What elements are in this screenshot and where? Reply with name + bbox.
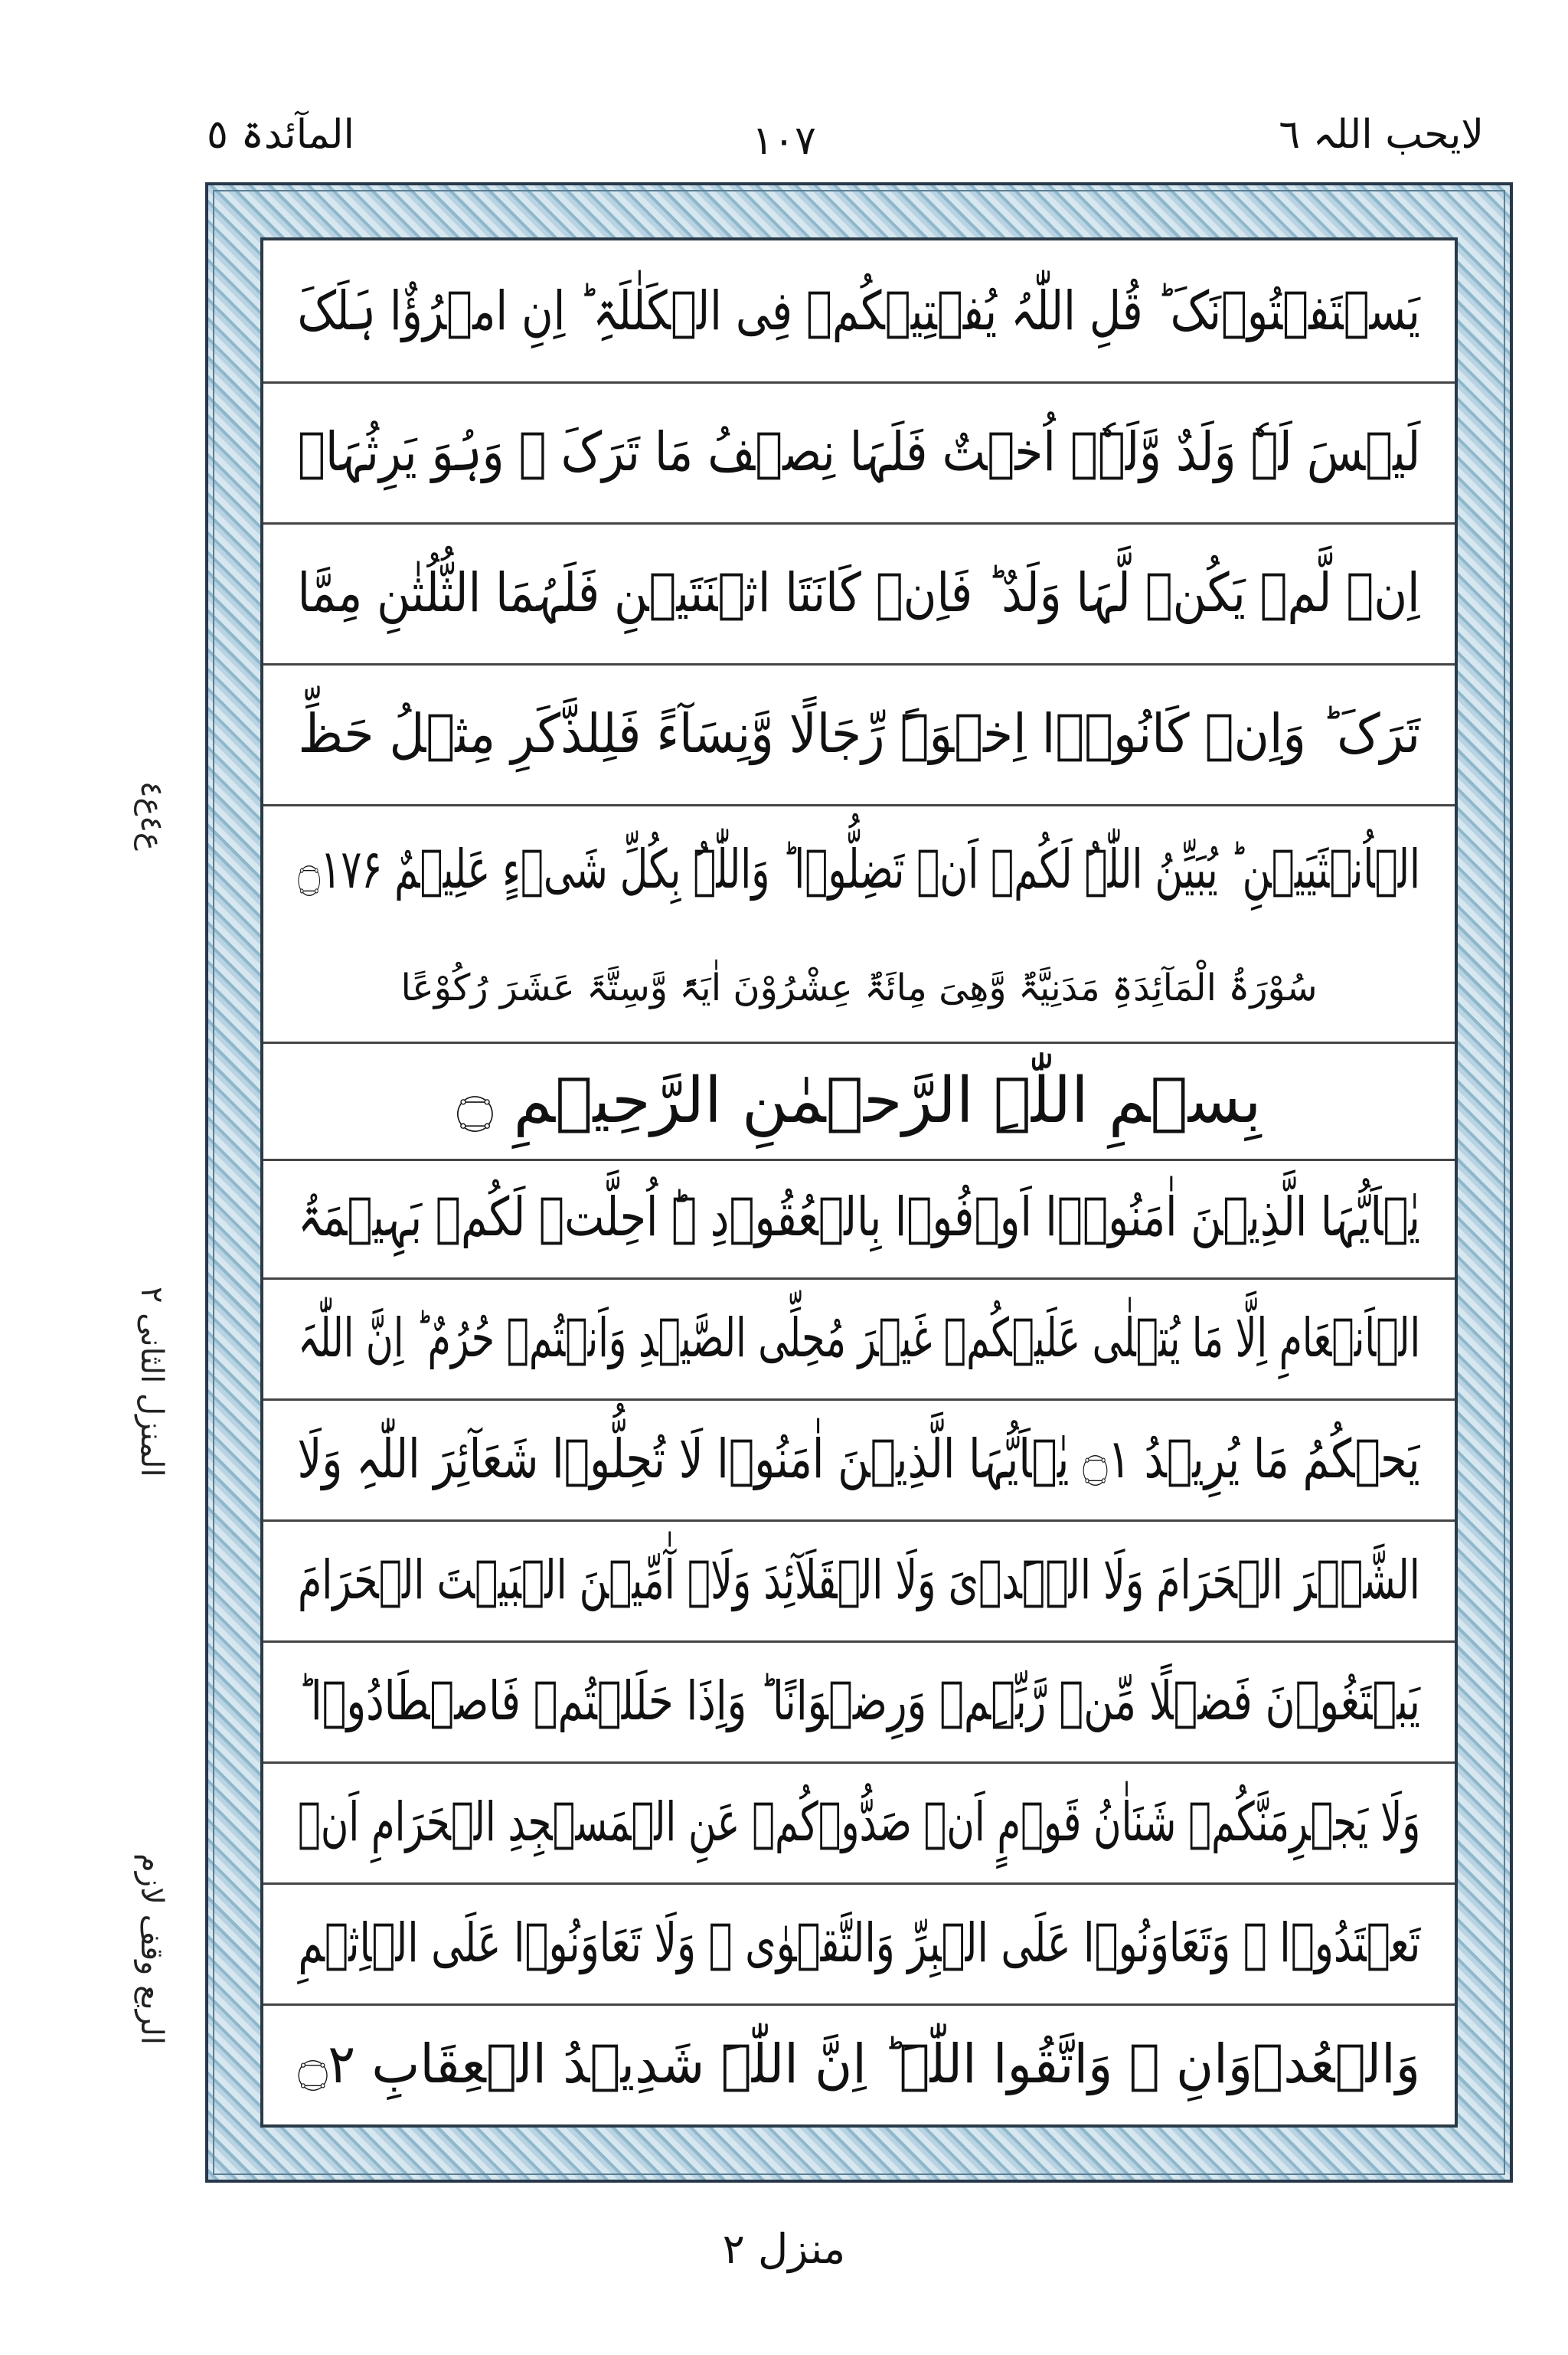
- verse-line: وَالۡعُدۡوَانِ ۪ وَاتَّقُوا اللّٰہَ ؕ اِنَّ اللّٰہَ شَدِیۡدُ الۡعِقَابِ ۝۲: [298, 2033, 1420, 2095]
- verse-line: وَلَا یَجۡرِمَنَّکُمۡ شَنَاٰنُ قَوۡمٍ اَنۡ صَدُّوۡکُمۡ عَنِ الۡمَسۡجِدِ الۡحَرَامِ اَنۡ: [263, 1761, 1455, 1885]
- surah-name: المآئدۃ ٥: [207, 112, 354, 158]
- juz-title: لایحب اللہ ٦: [1279, 112, 1484, 158]
- verse-line: اِنۡ لَّمۡ یَکُنۡ لَّہَا وَلَدٌ ؕ فَاِنۡ کَانَتَا اثۡنَتَیۡنِ فَلَہُمَا الثُّلُثٰنِ مِمَّا: [263, 522, 1455, 666]
- verse-line: یٰۤاَیُّہَا الَّذِیۡنَ اٰمَنُوۡۤا اَوۡفُوۡا بِالۡعُقُوۡدِ ۬ؕ اُحِلَّتۡ لَکُمۡ بَہِیۡمَۃُ: [263, 1156, 1455, 1280]
- verse-line: لَیۡسَ لَہٗ وَلَدٌ وَّلَہٗۤ اُخۡتٌ فَلَہَا نِصۡفُ مَا تَرَکَ ۚ وَہُوَ یَرِثُہَاۤ: [263, 381, 1455, 525]
- verse-line: یَسۡتَفۡتُوۡنَکَ ؕ قُلِ اللّٰہُ یُفۡتِیۡکُمۡ فِی الۡکَلٰلَۃِ ؕ اِنِ امۡرُؤٌا ہَلَکَ: [263, 240, 1455, 384]
- verse-line: یَحۡکُمُ مَا یُرِیۡدُ ۝۱ یٰۤاَیُّہَا الَّذِیۡنَ اٰمَنُوۡا لَا تُحِلُّوۡا شَعَآئِرَ اللّٰہِ وَلَا: [263, 1398, 1455, 1522]
- basmala: بِسۡمِ اللّٰہِ الرَّحۡمٰنِ الرَّحِیۡمِ ۝: [263, 1042, 1455, 1161]
- surah-title: سُوْرَۃُ الْمَآئِدَۃِ مَدَنِیَّۃٌ وَّھِیَ مِائَۃٌ عِشْرُوْنَ اٰیَۃً وَّسِتَّۃَ عَشَرَ رُکُوْعًا: [400, 967, 1318, 1009]
- text-panel: [260, 237, 1458, 2128]
- page-number: ١٠٧: [752, 118, 816, 164]
- verse-line: الۡاُنۡثَیَیۡنِ ؕ یُبَیِّنُ اللّٰہُ لَکُمۡ اَنۡ تَضِلُّوۡا ؕ وَاللّٰہُ بِکُلِّ شَیۡءٍ عَلِیۡمٌ ۝۱۷۶: [298, 838, 1420, 901]
- verse-line: تَعۡتَدُوۡا ۘ وَتَعَاوَنُوۡا عَلَی الۡبِرِّ وَالتَّقۡوٰی ۪ وَلَا تَعَاوَنُوۡا عَلَی الۡاِثۡمِ: [263, 1882, 1455, 2006]
- verse-line: یَبۡتَغُوۡنَ فَضۡلًا مِّنۡ رَّبِّہِمۡ وَرِضۡوَانًا ؕ وَاِذَا حَلَلۡتُمۡ فَاصۡطَادُوۡا ؕ: [263, 1640, 1455, 1764]
- verse-line: تَرَکَ ؕ وَاِنۡ کَانُوۡۤا اِخۡوَۃً رِّجَالًا وَّنِسَآءً فَلِلذَّکَرِ مِثۡلُ حَظِّ: [263, 663, 1455, 806]
- manzil-marker: المنزل الثانی ۲: [134, 1287, 169, 1477]
- manzil-footer: منزل ۲: [722, 2225, 846, 2273]
- hizb-marker: الربع وقف لازم: [134, 1853, 169, 2045]
- ruku-marker: ع٤ع٤: [134, 781, 169, 851]
- verse-line: الۡاَنۡعَامِ اِلَّا مَا یُتۡلٰی عَلَیۡکُمۡ غَیۡرَ مُحِلِّی الصَّیۡدِ وَاَنۡتُمۡ حُرُمٌ ؕ اِنَّ اللّٰہَ: [263, 1277, 1455, 1401]
- verse-line: الشَّہۡرَ الۡحَرَامَ وَلَا الۡہَدۡیَ وَلَا الۡقَلَآئِدَ وَلَاۤ آٰمِّیۡنَ الۡبَیۡتَ الۡحَرَامَ: [263, 1519, 1455, 1643]
